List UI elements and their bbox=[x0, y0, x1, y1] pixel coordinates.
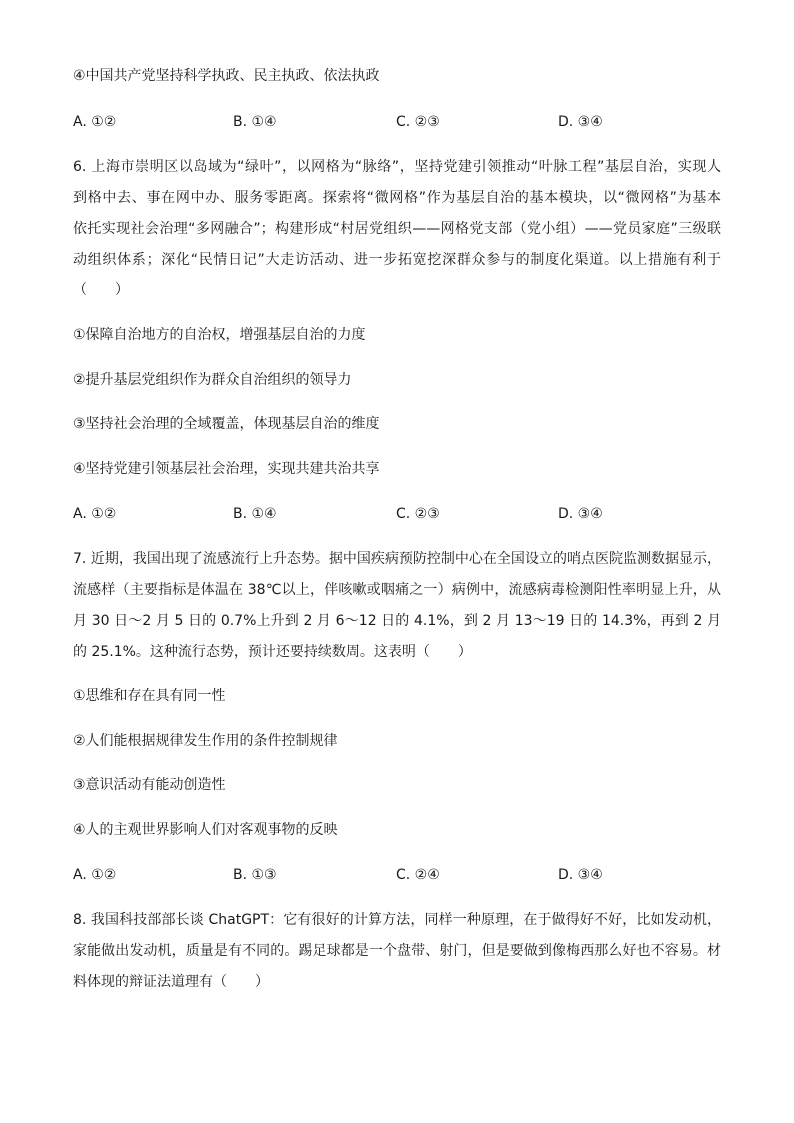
question-7-stem-line: 月 30 日～2 月 5 日的 0.7%上升到 2 月 6～12 日的 4.1%，到 2 月 13～19 日的 14.3%，再到 2 月 bbox=[73, 613, 721, 629]
statement-item: ④人的主观世界影响人们对客观事物的反映 bbox=[73, 822, 338, 838]
question-6-stem-line: 动组织体系；深化“民情日记”大走访活动、进一步拓宽挖深群众参与的制度化渠道。以上措施有利于 bbox=[73, 252, 721, 268]
question-8-stem-line: 家能做出发动机，质量是有不同的。踢足球都是一个盘带、射门，但是要做到像梅西那么好也不容易。材 bbox=[73, 943, 721, 959]
question-7-stem-line: 流感样（主要指标是体温在 38℃以上，伴咳嗽或咽痛之一）病例中，流感病毒检测阳性率明显上升，从 bbox=[73, 582, 721, 598]
question-6-stem-line: 6. 上海市崇明区以岛域为“绿叶”，以网格为“脉络”，坚持党建引领推动“叶脉工程”基层自治，实现人 bbox=[73, 159, 721, 175]
option-a: A. ①② bbox=[73, 506, 117, 522]
statement-item: ①思维和存在具有同一性 bbox=[73, 688, 226, 704]
option-d: D. ③④ bbox=[558, 114, 603, 130]
statement-item: ③坚持社会治理的全域覆盖，体现基层自治的维度 bbox=[73, 416, 380, 432]
option-d: D. ③④ bbox=[558, 867, 603, 883]
option-c: C. ②③ bbox=[396, 114, 440, 130]
question-6-stem-line: 到格中去、事在网中办、服务零距离。探索将“微网格”作为基层自治的基本模块，以“微网格”为基本 bbox=[73, 190, 721, 206]
statement-item: ②提升基层党组织作为群众自治组织的领导力 bbox=[73, 372, 352, 388]
answer-blank: （ ） bbox=[73, 282, 129, 298]
option-c: C. ②④ bbox=[396, 867, 440, 883]
option-b: B. ①③ bbox=[233, 867, 277, 883]
question-8-stem-line: 8. 我国科技部部长谈 ChatGPT：它有很好的计算方法，同样一种原理，在于做得好不好，比如发动机， bbox=[73, 912, 721, 928]
statement-item: ④中国共产党坚持科学执政、民主执政、依法执政 bbox=[73, 68, 380, 84]
option-d: D. ③④ bbox=[558, 506, 603, 522]
question-7-stem-line: 的 25.1%。这种流行态势，预计还要持续数周。这表明（ ） bbox=[73, 644, 472, 660]
option-b: B. ①④ bbox=[233, 114, 277, 130]
statement-item: ①保障自治地方的自治权，增强基层自治的力度 bbox=[73, 327, 366, 343]
question-6-stem-line: 依托实现社会治理“多网融合”；构建形成“村居党组织——网格党支部（党小组）——党员家庭”三级联 bbox=[73, 221, 721, 237]
statement-item: ②人们能根据规律发生作用的条件控制规律 bbox=[73, 733, 338, 749]
option-a: A. ①② bbox=[73, 867, 117, 883]
question-7-stem-line: 7. 近期，我国出现了流感流行上升态势。据中国疾病预防控制中心在全国设立的哨点医院监测数据显示， bbox=[73, 551, 721, 567]
option-a: A. ①② bbox=[73, 114, 117, 130]
option-c: C. ②③ bbox=[396, 506, 440, 522]
statement-item: ③意识活动有能动创造性 bbox=[73, 777, 226, 793]
statement-item: ④坚持党建引领基层社会治理，实现共建共治共享 bbox=[73, 461, 380, 477]
option-b: B. ①④ bbox=[233, 506, 277, 522]
question-8-stem-line: 料体现的辩证法道理有（ ） bbox=[73, 974, 269, 990]
